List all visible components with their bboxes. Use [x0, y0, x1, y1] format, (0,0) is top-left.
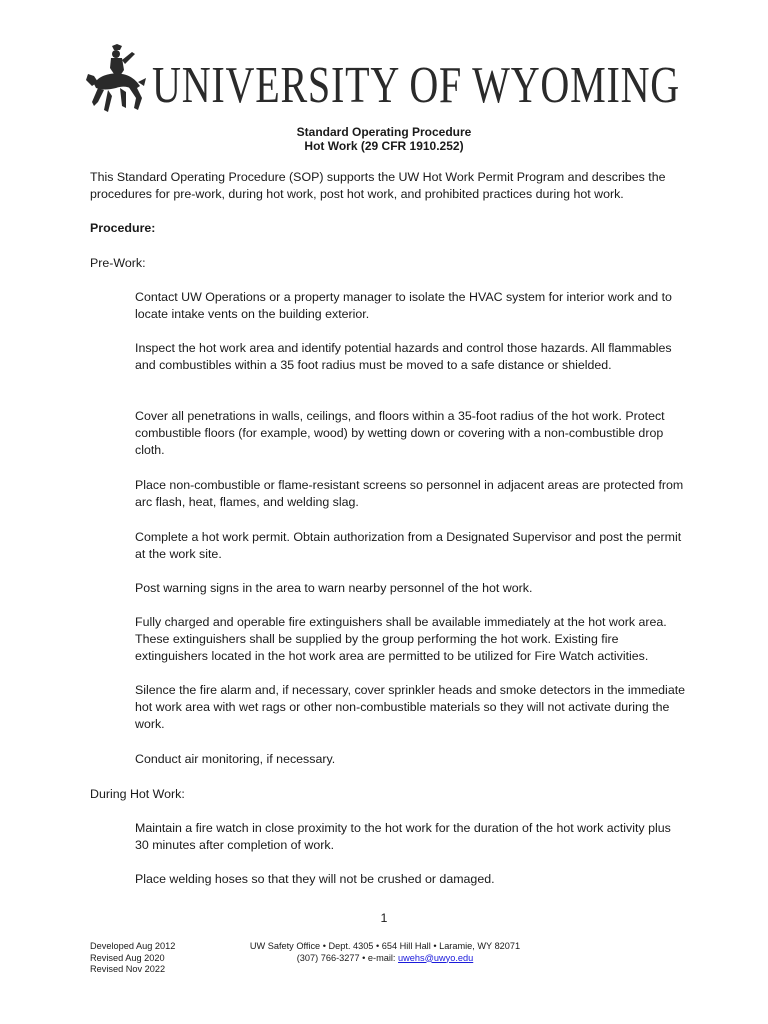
prework-item: Silence the fire alarm and, if necessary, cover sprinkler heads and smoke detectors in the immediate hot work area with wet rags or other non-combustible materials so they will not activate during the work.: [135, 683, 686, 732]
footer-address: UW Safety Office • Dept. 4305 • 654 Hill Hall • Laramie, WY 82071: [249, 941, 521, 951]
bucking-horse-logo-icon: [84, 40, 684, 126]
footer-revision-dates: [90, 941, 175, 976]
footer-phone: (307) 766-3277 • e-mail:: [296, 952, 399, 963]
prework-item: Complete a hot work permit. Obtain authorization from a Designated Supervisor and post the permit at the work site.: [135, 530, 682, 562]
revised-date: Revised Aug 2020: [90, 952, 165, 963]
prework-item: Contact UW Operations or a property manager to isolate the HVAC system for interior work and to locate intake vents on the building exterior.: [135, 290, 672, 322]
footer-phone-email: [200, 953, 570, 965]
revised-date: Revised Nov 2022: [90, 964, 166, 975]
logo-wordmark: UNIVERSITY OF WYOMING: [152, 57, 680, 114]
document-title: Standard Operating Procedure: [296, 125, 472, 139]
page-number: 1: [380, 911, 388, 925]
intro-paragraph: This Standard Operating Procedure (SOP) supports the UW Hot Work Permit Program and describes the procedures for pre-work, during hot work, post hot work, and prohibited practices during hot work.: [90, 170, 666, 202]
procedure-heading: Procedure:: [90, 221, 156, 235]
prework-item: Place non-combustible or flame-resistant screens so personnel in adjacent areas are protected from arc flash, heat, flames, and welding slag.: [135, 478, 684, 510]
prework-item: Cover all penetrations in walls, ceilings, and floors within a 35-foot radius of the hot work. Protect combustible floors (for example, wood) by wetting down or covering with a non-combustible drop cloth.: [135, 409, 665, 458]
prework-heading: Pre-Work:: [90, 256, 146, 270]
document-subtitle: Hot Work (29 CFR 1910.252): [304, 139, 464, 153]
university-logo: [84, 40, 684, 126]
during-hot-work-heading: During Hot Work:: [90, 787, 185, 801]
footer-contact: [200, 941, 570, 964]
prework-item: Conduct air monitoring, if necessary.: [135, 752, 336, 766]
developed-date: Developed Aug 2012: [90, 941, 176, 951]
prework-item: Post warning signs in the area to warn nearby personnel of the hot work.: [135, 581, 533, 595]
email-link[interactable]: uwehs@uwyo.edu: [398, 952, 474, 963]
prework-item: Fully charged and operable fire extinguishers shall be available immediately at the hot work area. These extinguishers shall be supplied by the group performing the hot work. Existing fire extinguishers located in the hot work area are permitted to be utilized for Fire Watch activities.: [135, 615, 667, 664]
prework-item: Inspect the hot work area and identify potential hazards and control those hazards. All flammables and combustibles within a 35 foot radius must be moved to a safe distance or shielded.: [135, 341, 672, 373]
during-item: Maintain a fire watch in close proximity to the hot work for the duration of the hot work activity plus 30 minutes after completion of work.: [135, 821, 671, 853]
during-item: Place welding hoses so that they will not be crushed or damaged.: [135, 872, 495, 886]
